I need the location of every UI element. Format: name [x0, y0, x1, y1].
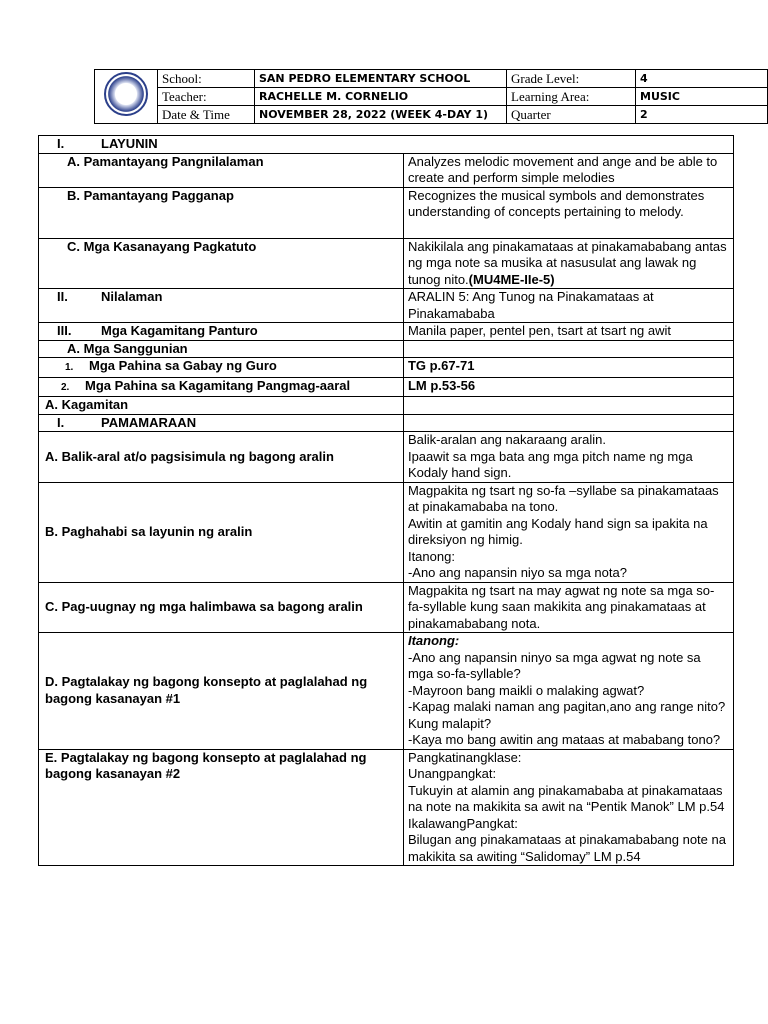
quarter-label: Quarter: [507, 106, 636, 124]
table-row: [39, 136, 734, 154]
text-line: Tukuyin at alamin ang pinakamababa at pinakamataas na note na makikita sa awit na “Pentik Manok” LM p.54: [407, 782, 725, 814]
table-row: [39, 340, 734, 358]
row-label: C. Pag-uugnay ng mga halimbawa sa bagong aralin: [39, 582, 404, 633]
row-label: [39, 377, 404, 397]
date-label: Date & Time: [158, 106, 255, 124]
text-line: Itanong:: [407, 548, 455, 564]
row-value: Recognizes the musical symbols and demonstrates understanding of concepts pertaining to melody.: [403, 187, 733, 238]
section-number: II.: [57, 289, 68, 304]
row-value: TG p.67-71: [403, 358, 733, 378]
row-value: [403, 432, 733, 483]
section-layunin: [39, 136, 734, 154]
row-value: LM p.53-56: [403, 377, 733, 397]
item-number: 1.: [65, 362, 74, 373]
text-line: Ipaawit sa mga bata ang mga pitch name ng mga Kodaly hand sign.: [407, 448, 693, 480]
table-row: [39, 582, 734, 633]
section-nilalaman: [39, 289, 404, 323]
deped-seal-icon: [104, 72, 148, 116]
row-label: D. Pagtalakay ng bagong konsepto at paglalahad ng bagong kasanayan #1: [39, 633, 404, 750]
section-pamamaraan: [39, 414, 404, 432]
row-value: [403, 482, 733, 582]
competency-text: Nakikilala ang pinakamataas at pinakamababang antas ng mga note sa musika at nasusulat ang lawak ng tunog nito.: [407, 238, 727, 287]
row-value: [403, 414, 733, 432]
table-row: [39, 238, 734, 289]
row-value: Manila paper, pentel pen, tsart at tsart ng awit: [403, 323, 733, 341]
text-line: Pangkatinangklase:: [407, 749, 522, 765]
row-label: A. Kagamitan: [39, 397, 404, 415]
row-value: ARALIN 5: Ang Tunog na Pinakamataas at Pinakamababa: [403, 289, 733, 323]
row-label: A. Pamantayang Pangnilalaman: [39, 153, 404, 187]
table-row: [39, 432, 734, 483]
competency-code: (MU4ME-IIe-5): [468, 271, 555, 287]
school-label: School:: [158, 70, 255, 88]
row-label: B. Pamantayang Pagganap: [39, 187, 404, 238]
section-number: I.: [57, 414, 65, 430]
teacher-value: RACHELLE M. CORNELIO: [255, 88, 507, 106]
section-title: PAMAMARAAN: [101, 414, 197, 430]
text-line: -Mayroon bang maikli o malaking agwat?: [407, 682, 645, 698]
text-line: Unangpangkat:: [407, 766, 497, 781]
table-row: [39, 187, 734, 238]
item-label: Mga Pahina sa Kagamitang Pangmag-aaral: [85, 377, 351, 393]
area-value: MUSIC: [636, 88, 768, 106]
section-number: III.: [57, 323, 72, 338]
table-row: [39, 414, 734, 432]
quarter-value: 2: [636, 106, 768, 124]
text-line: Awitin at gamitin ang Kodaly hand sign sa ipakita na direksiyon ng himig.: [407, 515, 708, 547]
section-title: Nilalaman: [101, 289, 163, 304]
table-row: [39, 749, 734, 866]
text-line: Magpakita ng tsart ng so-fa –syllabe sa pinakamataas at pinakamababa na tono.: [407, 482, 719, 514]
section-number: I.: [57, 136, 65, 151]
grade-label: Grade Level:: [507, 70, 636, 88]
text-line: -Kapag malaki naman ang pagitan,ano ang range nito?Kung malapit?: [407, 699, 726, 731]
text-line: Bilugan ang pinakamataas at pinakamababang note na makikita sa awiting “Salidomay” LM p.54: [407, 832, 726, 864]
item-number: 2.: [61, 381, 70, 393]
row-value: [403, 238, 733, 289]
row-label: A. Balik-aral at/o pagsisimula ng bagong aralin: [39, 432, 404, 483]
date-value: NOVEMBER 28, 2022 (WEEK 4-DAY 1): [255, 106, 507, 124]
teacher-label: Teacher:: [158, 88, 255, 106]
row-label: [39, 358, 404, 378]
text-heading: Itanong:: [407, 633, 460, 648]
section-kagamitan: [39, 323, 404, 341]
area-label: Learning Area:: [507, 88, 636, 106]
row-value: [403, 340, 733, 358]
text-line: IkalawangPangkat:: [407, 815, 518, 831]
text-line: -Kaya mo bang awitin ang mataas at mababang tono?: [407, 732, 721, 747]
logo-cell: [95, 70, 158, 124]
row-value: Magpakita ng tsart na may agwat ng note sa mga so-fa-syllable kung saan makikita ang pinakamataas at pinakamababang nota.: [403, 582, 733, 633]
table-row: [39, 153, 734, 187]
row-value: [403, 397, 733, 415]
table-row: [39, 482, 734, 582]
section-title: Mga Kagamitang Panturo: [101, 323, 258, 338]
table-row: [39, 289, 734, 323]
lesson-plan-table: [38, 135, 734, 866]
text-line: Balik-aralan ang nakaraang aralin.: [407, 432, 606, 447]
row-label: B. Paghahabi sa layunin ng aralin: [39, 482, 404, 582]
row-label: C. Mga Kasanayang Pagkatuto: [39, 238, 404, 289]
grade-value: 4: [636, 70, 768, 88]
row-value: [403, 633, 733, 750]
table-row: [39, 323, 734, 341]
header-table: [94, 69, 768, 124]
table-row: [39, 358, 734, 378]
row-value: [403, 749, 733, 866]
table-row: [39, 633, 734, 750]
row-value: Analyzes melodic movement and ange and be able to create and perform simple melodies: [403, 153, 733, 187]
school-value: SAN PEDRO ELEMENTARY SCHOOL: [255, 70, 507, 88]
table-row: [39, 397, 734, 415]
text-line: -Ano ang napansin ninyo sa mga agwat ng note sa mga so-fa-syllable?: [407, 649, 701, 681]
text-line: -Ano ang napansin niyo sa mga nota?: [407, 565, 627, 580]
item-label: Mga Pahina sa Gabay ng Guro: [89, 358, 277, 373]
row-label: A. Mga Sanggunian: [39, 340, 404, 358]
row-label: E. Pagtalakay ng bagong konsepto at paglalahad ng bagong kasanayan #2: [39, 749, 404, 866]
section-title: LAYUNIN: [101, 136, 158, 151]
table-row: [39, 377, 734, 397]
